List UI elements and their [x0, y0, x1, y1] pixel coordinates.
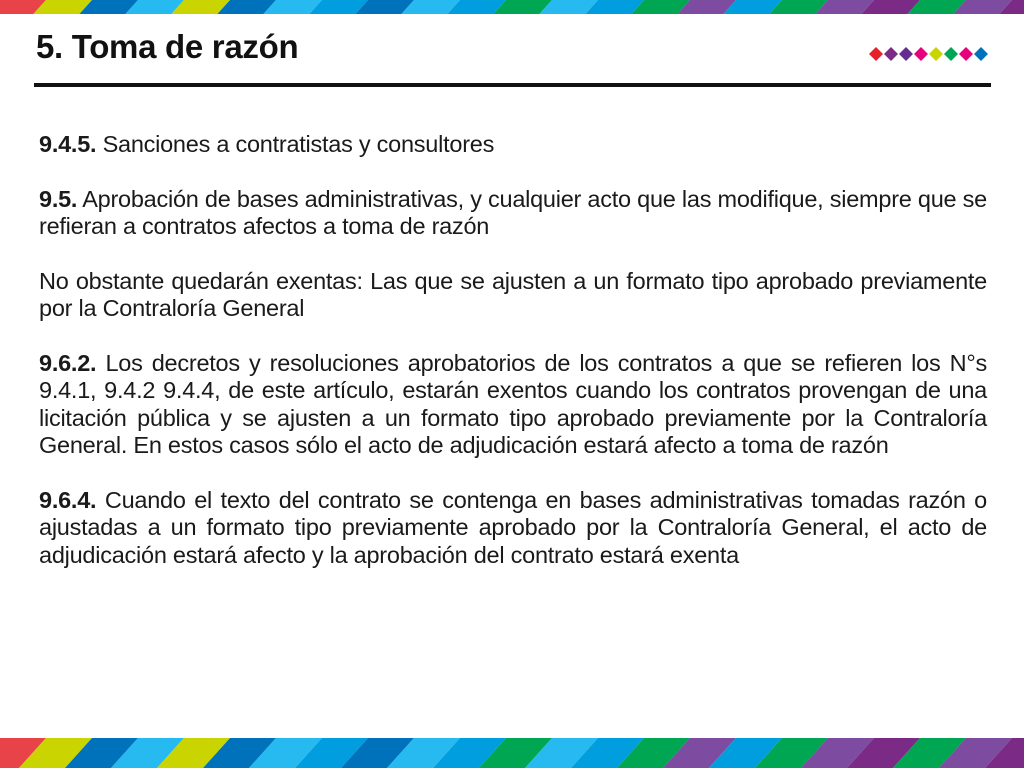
paragraph-number: 9.6.4. [39, 486, 97, 513]
bottom-band-stripes [0, 738, 1024, 768]
title-underline [34, 83, 991, 87]
paragraph-text: Cuando el texto del contrato se contenga en bases administrativas tomadas razón o ajustadas a un formato tipo previamente aprobado por la Contraloría General, el acto de adjudicación estará afecto y la aprobación del contrato estará exenta [39, 486, 988, 568]
paragraph-number: 9.4.5. [39, 131, 97, 157]
paragraph-9-4-5 [39, 131, 987, 159]
paragraph-number: 9.6.2. [39, 349, 97, 376]
paragraph-text: Los decretos y resoluciones aprobatorios de los contratos a que se refieren los N°s 9.4.1, 9.4.2 9.4.4, de este artículo, estarán exentos cuando los contratos provengan de una licitación pública y se ajusten a un formato tipo aprobado previamente por la Contraloría General. En estos casos sólo el acto de adjudicación estará afecto a toma de razón [39, 349, 987, 458]
slide-body [39, 131, 987, 596]
paragraph-exemption [39, 268, 987, 323]
paragraph-text: Aprobación de bases administrativas, y cualquier acto que las modifique, siempre que se refieran a contratos afectos a toma de razón [39, 185, 987, 239]
paragraph-text: Sanciones a contratistas y consultores [102, 131, 495, 157]
bottom-color-band [0, 738, 1024, 768]
page-title: 5. Toma de razón [36, 28, 299, 65]
paragraph-9-6-4 [39, 487, 987, 570]
paragraph-number: 9.5. [39, 185, 78, 212]
paragraph-9-5 [39, 186, 987, 241]
top-color-band [0, 0, 1024, 14]
paragraph-text: No obstante quedarán exentas: Las que se ajusten a un formato tipo aprobado previamente por la Contraloría General [39, 267, 987, 321]
paragraph-9-6-2 [39, 350, 987, 460]
diamonds-logo-icon [868, 43, 996, 65]
top-band-stripes [0, 0, 1024, 14]
